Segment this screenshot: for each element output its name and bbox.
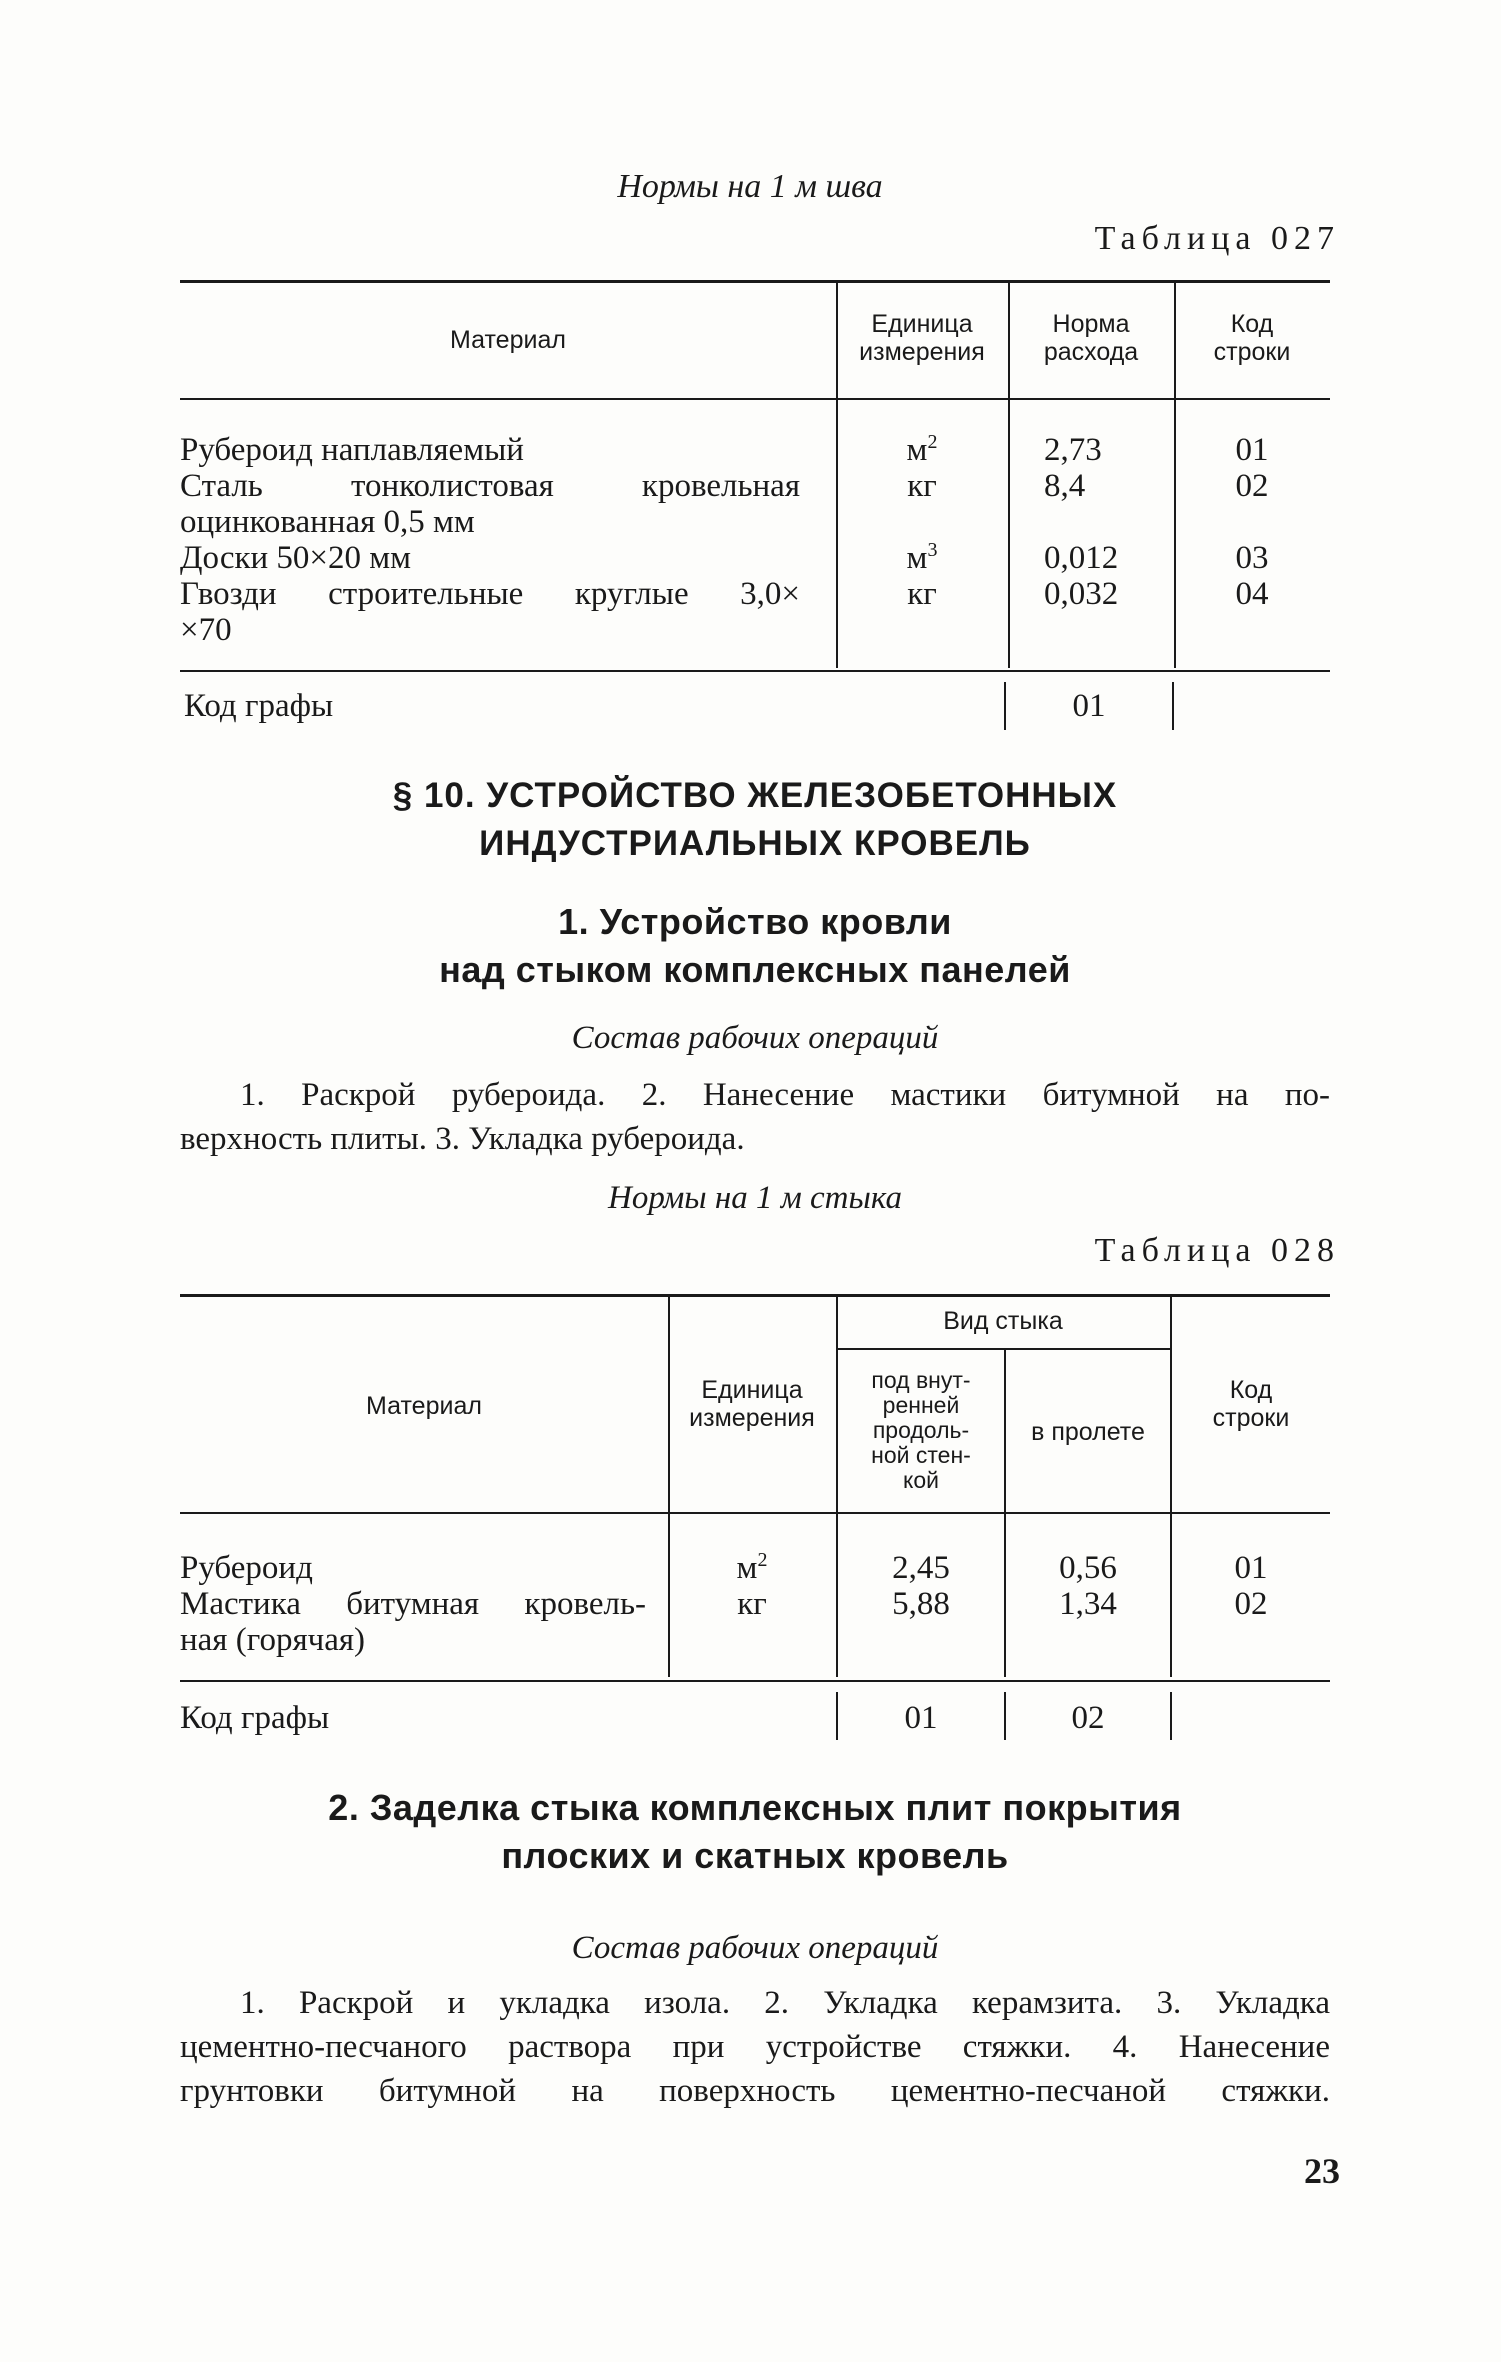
column-divider bbox=[1004, 1350, 1006, 1677]
table-027-number: Таблица 027 bbox=[1094, 220, 1340, 257]
table-row-value: 5,88 bbox=[892, 1586, 950, 1622]
table-rule bbox=[180, 1680, 1330, 1682]
column-header: Единица измерения bbox=[689, 1376, 815, 1432]
table-row-code: 01 bbox=[1234, 1550, 1268, 1586]
table-row-unit: кг bbox=[907, 468, 937, 504]
column-group-header: Вид стыка bbox=[943, 1307, 1063, 1335]
operations-caption: Состав рабочих операций bbox=[571, 1930, 939, 1966]
column-code-label: Код графы bbox=[180, 1700, 330, 1736]
table-rule bbox=[180, 1512, 1330, 1514]
operations-text: верхность плиты. 3. Укладка рубероида. bbox=[180, 1121, 745, 1157]
table-row-material: ×70 bbox=[180, 612, 232, 648]
table-row-value: 2,73 bbox=[1044, 432, 1102, 468]
table-row-value: 0,012 bbox=[1044, 540, 1119, 576]
column-divider bbox=[1170, 1692, 1172, 1740]
table-rule bbox=[180, 1294, 1330, 1297]
table-row-value: 0,56 bbox=[1059, 1550, 1117, 1586]
column-code-label: Код графы bbox=[184, 688, 334, 724]
column-code-value: 02 bbox=[1071, 1700, 1105, 1736]
column-code-value: 01 bbox=[904, 1700, 938, 1736]
table-row-code: 04 bbox=[1235, 576, 1269, 612]
table-row-code: 02 bbox=[1235, 468, 1269, 504]
column-divider bbox=[1172, 682, 1174, 730]
column-header: Материал bbox=[366, 1392, 482, 1420]
table-row-unit: кг bbox=[907, 576, 937, 612]
subsection-heading: 2. Заделка стыка комплексных плит покрытия плоских и скатных кровель bbox=[328, 1787, 1182, 1876]
table-row-material: оцинкованная 0,5 мм bbox=[180, 504, 475, 540]
table-row-value: 1,34 bbox=[1059, 1586, 1117, 1622]
column-header: под внут- ренней продоль- ной стен- кой bbox=[871, 1367, 971, 1493]
table-row-unit: кг bbox=[737, 1586, 767, 1622]
column-header: Норма расхода bbox=[1043, 310, 1139, 366]
table-027-caption: Нормы на 1 м шва bbox=[617, 168, 883, 205]
table-row-material: Гвозди строительные круглые 3,0× bbox=[180, 576, 800, 612]
table-028-caption: Нормы на 1 м стыка bbox=[608, 1180, 902, 1216]
table-row-value: 2,45 bbox=[892, 1550, 950, 1586]
column-header: Единица измерения bbox=[859, 310, 985, 366]
table-row-code: 01 bbox=[1235, 432, 1269, 468]
table-row-material: Сталь тонколистовая кровельная bbox=[180, 468, 800, 504]
column-code-value: 01 bbox=[1072, 688, 1106, 724]
operations-text: 1. Раскрой и укладка изола. 2. Укладка керамзита. 3. Укладка bbox=[240, 1985, 1330, 2021]
table-rule bbox=[180, 280, 1330, 283]
table-row-value: 8,4 bbox=[1044, 468, 1086, 504]
page-number: 23 bbox=[1304, 2151, 1340, 2191]
column-header: в пролете bbox=[1031, 1418, 1145, 1446]
table-row-code: 03 bbox=[1235, 540, 1269, 576]
operations-text: 1. Раскрой рубероида. 2. Нанесение мастики битумной на по- bbox=[240, 1077, 1330, 1113]
section-heading: § 10. УСТРОЙСТВО ЖЕЛЕЗОБЕТОННЫХ ИНДУСТРИАЛЬНЫХ КРОВЕЛЬ bbox=[392, 776, 1118, 863]
table-row-unit: $м^3$ bbox=[906, 539, 938, 576]
column-header: Материал bbox=[450, 326, 566, 354]
table-028-number: Таблица 028 bbox=[1094, 1232, 1340, 1269]
operations-caption: Состав рабочих операций bbox=[571, 1020, 939, 1056]
subsection-heading: 1. Устройство кровли над стыком комплексных панелей bbox=[439, 901, 1071, 990]
column-header: Код строки bbox=[1213, 310, 1291, 366]
table-row-code: 02 bbox=[1234, 1586, 1268, 1622]
table-row-material: Мастика битумная кровель- bbox=[180, 1586, 646, 1622]
operations-text: грунтовки битумной на поверхность цементно-песчаной стяжки. bbox=[180, 2073, 1330, 2109]
table-row-unit: $м^2$ bbox=[906, 431, 938, 468]
table-row-material: ная (горячая) bbox=[180, 1622, 366, 1658]
column-header: Код строки bbox=[1212, 1376, 1290, 1432]
table-row-material: Рубероид наплавляемый bbox=[180, 432, 524, 468]
table-row-value: 0,032 bbox=[1044, 576, 1119, 612]
table-row-material: Рубероид bbox=[180, 1550, 313, 1586]
operations-text: цементно-песчаного раствора при устройстве стяжки. 4. Нанесение bbox=[180, 2029, 1330, 2065]
table-rule bbox=[180, 670, 1330, 672]
table-row-unit: $м^2$ bbox=[736, 1549, 768, 1586]
table-row-material: Доски 50×20 мм bbox=[180, 540, 412, 576]
table-rule bbox=[180, 398, 1330, 400]
